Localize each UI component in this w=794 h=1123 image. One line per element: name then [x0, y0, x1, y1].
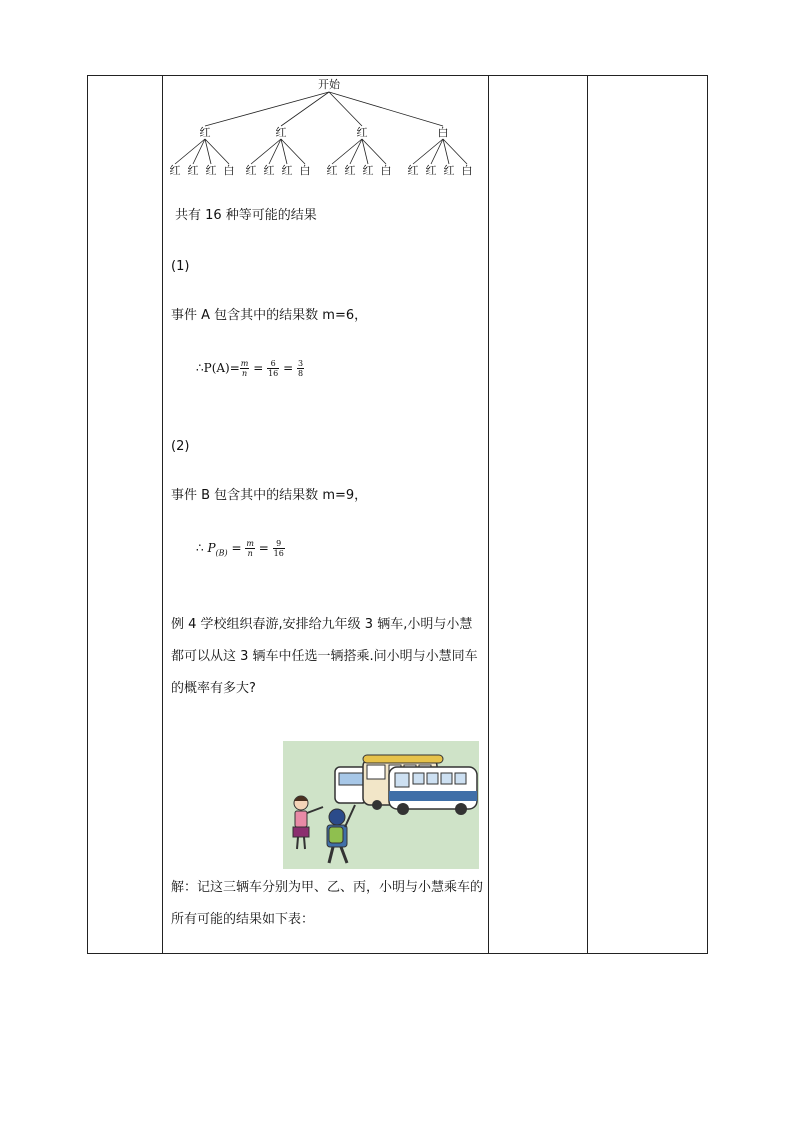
total-outcomes-text: 共有 16 种等可能的结果: [175, 208, 317, 223]
tree-node-level2: 红: [169, 164, 181, 177]
tree-node-level2: 白: [461, 164, 473, 177]
tree-node-level2: 白: [299, 164, 311, 177]
tree-node-level2: 红: [263, 164, 275, 177]
tree-edge: [413, 139, 443, 164]
tree-edge: [431, 139, 443, 164]
tree-node-level2: 红: [205, 164, 217, 177]
tree-node-level2: 白: [223, 164, 235, 177]
left-column-cell: [88, 76, 163, 954]
tree-node-level1: 红: [356, 126, 368, 139]
tree-edge: [362, 139, 386, 164]
content-cell: [163, 76, 489, 954]
tree-root: 开始: [318, 78, 340, 91]
example4-text: 例 4 学校组织春游,安排给九年级 3 辆车,小明与小慧都可以从这 3 辆车中任选一辆搭乘.问小明与小慧同车的概率有多大?: [171, 617, 478, 696]
formula-b: ∴ $P_{(B)}$ = $\frac{m}{n}$ = $\frac{9}{16}$: [196, 539, 284, 558]
tree-edge: [205, 139, 229, 164]
tree-edge: [205, 92, 329, 126]
tree-node-level2: 红: [326, 164, 338, 177]
tree-edge: [269, 139, 281, 164]
formula-a: ∴P(A)= $\frac{m}{n}$ = $\frac{6}{16}$ = $\frac{3}{8}$: [196, 359, 304, 378]
tree-edge: [251, 139, 281, 164]
tree-edge: [443, 139, 449, 164]
lesson-table: [87, 75, 708, 954]
tree-node-level2: 红: [281, 164, 293, 177]
tree-edge: [443, 139, 467, 164]
part1-label: (1): [171, 259, 190, 274]
tree-edge: [350, 139, 362, 164]
tree-node-level1: 红: [275, 126, 287, 139]
tree-node-level2: 红: [362, 164, 374, 177]
tree-edge: [329, 92, 443, 126]
third-column-cell: [489, 76, 588, 954]
tree-edge: [281, 92, 329, 126]
part2-label: (2): [171, 439, 190, 454]
tree-edge: [281, 139, 287, 164]
tree-node-level2: 红: [407, 164, 419, 177]
tree-node-level1: 白: [437, 126, 449, 139]
tree-edge: [205, 139, 211, 164]
tree-node-level2: 红: [425, 164, 437, 177]
tree-node-level2: 红: [344, 164, 356, 177]
tree-node-level1: 红: [199, 126, 211, 139]
tree-edge: [281, 139, 305, 164]
tree-node-level2: 红: [187, 164, 199, 177]
eventB-text: 事件 B 包含其中的结果数 m=9，: [171, 488, 368, 503]
tree-edge: [175, 139, 205, 164]
tree-node-level2: 红: [245, 164, 257, 177]
right-column-cell: [588, 76, 708, 954]
tree-edge: [332, 139, 362, 164]
tree-node-level2: 白: [380, 164, 392, 177]
tree-edge: [193, 139, 205, 164]
tree-edge: [362, 139, 368, 164]
tree-node-level2: 红: [443, 164, 455, 177]
bus-illustration: [283, 741, 479, 869]
eventA-text: 事件 A 包含其中的结果数 m=6，: [171, 308, 368, 323]
solution-text: 解：记这三辆车分别为甲、乙、丙，小明与小慧乘车的所有可能的结果如下表：: [171, 880, 484, 927]
tree-diagram: [163, 76, 489, 186]
